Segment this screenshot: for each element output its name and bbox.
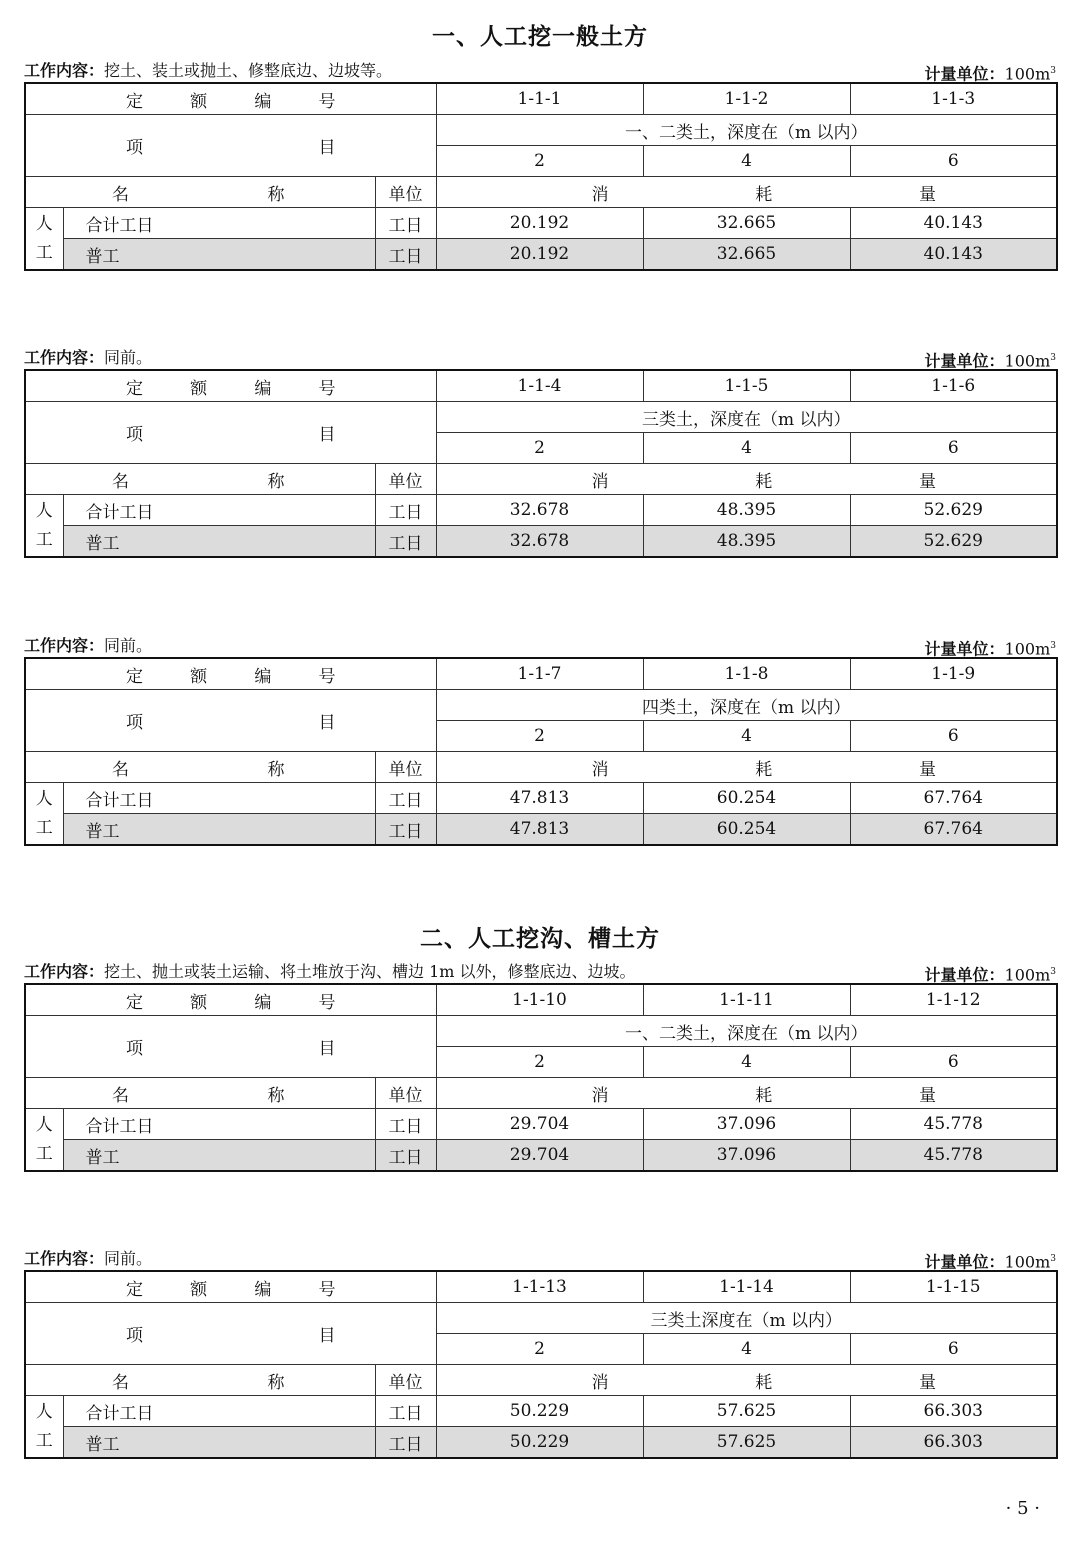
soil-condition: 三类土深度在（m 以内）	[436, 1303, 1057, 1334]
resource-name: 普工	[63, 1427, 375, 1459]
quota-code: 1-1-15	[850, 1271, 1057, 1303]
table-row	[25, 526, 1057, 558]
section-title: 一、人工挖一般土方	[432, 24, 648, 50]
measure-unit-label: 计量单位：	[924, 64, 1005, 84]
label-char: 消	[591, 759, 609, 780]
depth-value: 6	[850, 146, 1057, 177]
measure-unit-sup: 3	[1050, 1254, 1056, 1264]
resource-unit: 工日	[375, 526, 436, 558]
label-char: 耗	[755, 1372, 773, 1393]
work-content-label: 工作内容：	[24, 636, 105, 655]
label-char: 人	[35, 500, 53, 521]
resource-name: 普工	[63, 1140, 375, 1172]
table-row	[25, 1396, 1057, 1427]
category-labor	[25, 208, 63, 271]
label-char: 项	[126, 425, 143, 445]
label-char: 消	[591, 1085, 609, 1106]
measure-unit-value: 100m	[1004, 1252, 1051, 1272]
work-content-label: 工作内容：	[24, 61, 105, 80]
quota-table	[24, 369, 1058, 558]
condition-row	[25, 1303, 1057, 1334]
measure-unit	[925, 60, 1056, 85]
quota-value: 32.665	[643, 239, 850, 271]
work-content-label: 工作内容：	[24, 348, 105, 367]
quota-code: 1-1-11	[643, 984, 850, 1016]
label-char: 耗	[755, 759, 773, 780]
label-char: 项	[126, 1326, 143, 1346]
label-char: 工	[35, 1143, 53, 1164]
label-char: 消	[591, 184, 609, 205]
condition-row	[25, 402, 1057, 433]
depth-value: 2	[436, 1334, 643, 1365]
depth-value: 2	[436, 721, 643, 752]
consumption-header	[436, 752, 1057, 783]
quota-value: 20.192	[436, 239, 643, 271]
label-char: 号	[318, 1279, 336, 1300]
label-char: 工	[35, 529, 53, 550]
label-char: 编	[254, 666, 272, 687]
label-char: 号	[318, 992, 336, 1013]
label-char: 额	[190, 378, 208, 399]
work-content-label: 工作内容：	[24, 1249, 105, 1268]
label-char: 额	[190, 91, 208, 112]
depth-value: 4	[643, 433, 850, 464]
category-labor	[25, 495, 63, 558]
label-char: 耗	[755, 184, 773, 205]
column-header-row	[25, 1365, 1057, 1396]
table-row	[25, 1109, 1057, 1140]
quota-value: 60.254	[643, 783, 850, 814]
label-char: 消	[591, 471, 609, 492]
depth-value: 4	[643, 1334, 850, 1365]
category-labor	[25, 783, 63, 846]
label-char: 定	[126, 992, 143, 1013]
label-char: 称	[267, 759, 285, 780]
consumption-header	[436, 177, 1057, 208]
measure-unit	[925, 635, 1056, 660]
label-char: 编	[254, 992, 272, 1013]
label-char: 名	[112, 184, 129, 205]
item-label	[25, 1303, 436, 1365]
work-content-text: 同前。	[104, 636, 153, 655]
quota-value: 67.764	[850, 783, 1057, 814]
table-header-line	[24, 1248, 1056, 1270]
measure-unit-label: 计量单位：	[924, 351, 1005, 371]
quota-table	[24, 82, 1058, 271]
quota-value: 45.778	[850, 1109, 1057, 1140]
quota-code: 1-1-2	[643, 83, 850, 115]
table-header-line	[24, 635, 1056, 657]
label-char: 项	[126, 1039, 143, 1059]
item-label	[25, 1016, 436, 1078]
code-row-label	[25, 370, 436, 402]
soil-condition: 四类土，深度在（m 以内）	[436, 690, 1057, 721]
measure-unit-value: 100m	[1004, 965, 1051, 985]
label-char: 项	[126, 138, 143, 158]
unit-header: 单位	[375, 1078, 436, 1109]
work-content	[24, 961, 636, 983]
depth-value: 6	[850, 433, 1057, 464]
code-row-label	[25, 1271, 436, 1303]
label-char: 号	[318, 378, 336, 399]
resource-unit: 工日	[375, 1396, 436, 1427]
item-label	[25, 115, 436, 177]
depth-value: 2	[436, 1047, 643, 1078]
work-content-text: 挖土、抛土或装土运输、将土堆放于沟、槽边 1m 以外，修整底边、边坡。	[104, 962, 636, 981]
quota-value: 66.303	[850, 1427, 1057, 1459]
quota-code: 1-1-5	[643, 370, 850, 402]
resource-name: 合计工日	[63, 783, 375, 814]
table-header-line	[24, 961, 1056, 983]
quota-table-block	[24, 1248, 1056, 1459]
resource-unit: 工日	[375, 783, 436, 814]
table-row	[25, 1427, 1057, 1459]
depth-value: 6	[850, 1334, 1057, 1365]
unit-header: 单位	[375, 752, 436, 783]
quota-value: 29.704	[436, 1109, 643, 1140]
quota-table	[24, 657, 1058, 846]
quota-table-block	[24, 60, 1056, 271]
code-row-label	[25, 83, 436, 115]
label-char: 目	[318, 1326, 336, 1346]
name-header	[25, 1078, 375, 1109]
depth-value: 4	[643, 1047, 850, 1078]
label-char: 目	[318, 138, 336, 158]
quota-code: 1-1-3	[850, 83, 1057, 115]
resource-name: 普工	[63, 239, 375, 271]
quota-table	[24, 983, 1058, 1172]
quota-code: 1-1-13	[436, 1271, 643, 1303]
label-char: 称	[267, 471, 285, 492]
depth-value: 4	[643, 721, 850, 752]
quota-value: 40.143	[850, 208, 1057, 239]
table-row	[25, 239, 1057, 271]
name-header	[25, 177, 375, 208]
consumption-header	[436, 1365, 1057, 1396]
label-char: 项	[126, 713, 143, 733]
measure-unit-value: 100m	[1004, 351, 1051, 371]
code-row-label	[25, 984, 436, 1016]
label-char: 名	[112, 471, 129, 492]
measure-unit-label: 计量单位：	[924, 965, 1005, 985]
quota-value: 40.143	[850, 239, 1057, 271]
resource-unit: 工日	[375, 1140, 436, 1172]
resource-name: 合计工日	[63, 1396, 375, 1427]
quota-table-block	[24, 961, 1056, 1172]
table-row	[25, 495, 1057, 526]
resource-unit: 工日	[375, 1427, 436, 1459]
measure-unit-sup: 3	[1050, 641, 1056, 651]
code-row	[25, 370, 1057, 402]
column-header-row	[25, 177, 1057, 208]
condition-row	[25, 115, 1057, 146]
quota-value: 37.096	[643, 1109, 850, 1140]
quota-value: 45.778	[850, 1140, 1057, 1172]
label-char: 人	[35, 788, 53, 809]
label-char: 人	[35, 1114, 53, 1135]
name-header	[25, 1365, 375, 1396]
measure-unit	[925, 1248, 1056, 1273]
label-char: 额	[190, 992, 208, 1013]
label-char: 工	[35, 817, 53, 838]
resource-name: 合计工日	[63, 1109, 375, 1140]
quota-value: 57.625	[643, 1396, 850, 1427]
soil-condition: 三类土，深度在（m 以内）	[436, 402, 1057, 433]
quota-code: 1-1-7	[436, 658, 643, 690]
quota-code: 1-1-1	[436, 83, 643, 115]
quota-value: 66.303	[850, 1396, 1057, 1427]
quota-value: 52.629	[850, 495, 1057, 526]
consumption-header	[436, 1078, 1057, 1109]
label-char: 目	[318, 713, 336, 733]
measure-unit-label: 计量单位：	[924, 1252, 1005, 1272]
label-char: 编	[254, 378, 272, 399]
unit-header: 单位	[375, 464, 436, 495]
resource-unit: 工日	[375, 495, 436, 526]
category-labor	[25, 1396, 63, 1459]
page-number: · 5 ·	[1005, 1498, 1040, 1519]
resource-unit: 工日	[375, 814, 436, 846]
unit-header: 单位	[375, 177, 436, 208]
soil-condition: 一、二类土，深度在（m 以内）	[436, 1016, 1057, 1047]
label-char: 称	[267, 1372, 285, 1393]
label-char: 量	[919, 759, 937, 780]
label-char: 目	[318, 1039, 336, 1059]
label-char: 工	[35, 1430, 53, 1451]
label-char: 编	[254, 91, 272, 112]
label-char: 量	[919, 471, 937, 492]
measure-unit	[925, 961, 1056, 986]
quota-code: 1-1-4	[436, 370, 643, 402]
measure-unit-value: 100m	[1004, 64, 1051, 84]
quota-value: 29.704	[436, 1140, 643, 1172]
consumption-header	[436, 464, 1057, 495]
table-row	[25, 1140, 1057, 1172]
quota-code: 1-1-6	[850, 370, 1057, 402]
quota-value: 57.625	[643, 1427, 850, 1459]
label-char: 量	[919, 184, 937, 205]
quota-value: 48.395	[643, 495, 850, 526]
work-content-label: 工作内容：	[24, 962, 105, 981]
unit-header: 单位	[375, 1365, 436, 1396]
work-content	[24, 347, 152, 369]
quota-value: 50.229	[436, 1396, 643, 1427]
measure-unit-sup: 3	[1050, 967, 1056, 977]
quota-value: 48.395	[643, 526, 850, 558]
quota-value: 60.254	[643, 814, 850, 846]
label-char: 工	[35, 242, 53, 263]
quota-value: 32.678	[436, 526, 643, 558]
resource-name: 普工	[63, 526, 375, 558]
work-content-text: 同前。	[104, 348, 153, 367]
quota-table	[24, 1270, 1058, 1459]
measure-unit-sup: 3	[1050, 353, 1056, 363]
label-char: 人	[35, 1401, 53, 1422]
label-char: 号	[318, 91, 336, 112]
quota-code: 1-1-8	[643, 658, 850, 690]
resource-name: 合计工日	[63, 208, 375, 239]
label-char: 定	[126, 1279, 143, 1300]
code-row	[25, 83, 1057, 115]
label-char: 名	[112, 759, 129, 780]
column-header-row	[25, 464, 1057, 495]
label-char: 目	[318, 425, 336, 445]
quota-value: 47.813	[436, 783, 643, 814]
code-row	[25, 658, 1057, 690]
quota-value: 37.096	[643, 1140, 850, 1172]
label-char: 定	[126, 91, 143, 112]
section-title: 二、人工挖沟、槽土方	[420, 926, 660, 952]
depth-value: 6	[850, 1047, 1057, 1078]
quota-table-block	[24, 635, 1056, 846]
measure-unit-label: 计量单位：	[924, 639, 1005, 659]
quota-code: 1-1-9	[850, 658, 1057, 690]
code-row	[25, 1271, 1057, 1303]
name-header	[25, 464, 375, 495]
work-content	[24, 1248, 152, 1270]
quota-code: 1-1-14	[643, 1271, 850, 1303]
resource-name: 普工	[63, 814, 375, 846]
quota-value: 47.813	[436, 814, 643, 846]
resource-unit: 工日	[375, 208, 436, 239]
work-content-text: 同前。	[104, 1249, 153, 1268]
code-row	[25, 984, 1057, 1016]
work-content	[24, 60, 392, 82]
table-header-line	[24, 347, 1056, 369]
quota-value: 32.678	[436, 495, 643, 526]
depth-value: 4	[643, 146, 850, 177]
label-char: 编	[254, 1279, 272, 1300]
label-char: 额	[190, 1279, 208, 1300]
label-char: 名	[112, 1372, 129, 1393]
label-char: 定	[126, 666, 143, 687]
label-char: 称	[267, 184, 285, 205]
depth-value: 2	[436, 146, 643, 177]
label-char: 耗	[755, 471, 773, 492]
measure-unit	[925, 347, 1056, 372]
condition-row	[25, 1016, 1057, 1047]
label-char: 定	[126, 378, 143, 399]
label-char: 量	[919, 1372, 937, 1393]
quota-code: 1-1-10	[436, 984, 643, 1016]
column-header-row	[25, 752, 1057, 783]
label-char: 量	[919, 1085, 937, 1106]
table-row	[25, 814, 1057, 846]
quota-value: 20.192	[436, 208, 643, 239]
label-char: 名	[112, 1085, 129, 1106]
resource-name: 合计工日	[63, 495, 375, 526]
quota-table-block	[24, 347, 1056, 558]
item-label	[25, 402, 436, 464]
table-row	[25, 783, 1057, 814]
depth-value: 2	[436, 433, 643, 464]
work-content-text: 挖土、装土或抛土、修整底边、边坡等。	[104, 61, 393, 80]
quota-value: 52.629	[850, 526, 1057, 558]
label-char: 耗	[755, 1085, 773, 1106]
label-char: 消	[591, 1372, 609, 1393]
quota-value: 32.665	[643, 208, 850, 239]
item-label	[25, 690, 436, 752]
quota-code: 1-1-12	[850, 984, 1057, 1016]
depth-value: 6	[850, 721, 1057, 752]
measure-unit-value: 100m	[1004, 639, 1051, 659]
measure-unit-sup: 3	[1050, 66, 1056, 76]
quota-value: 67.764	[850, 814, 1057, 846]
label-char: 称	[267, 1085, 285, 1106]
code-row-label	[25, 658, 436, 690]
soil-condition: 一、二类土，深度在（m 以内）	[436, 115, 1057, 146]
name-header	[25, 752, 375, 783]
table-header-line	[24, 60, 1056, 82]
work-content	[24, 635, 152, 657]
category-labor	[25, 1109, 63, 1172]
label-char: 人	[35, 213, 53, 234]
resource-unit: 工日	[375, 239, 436, 271]
label-char: 号	[318, 666, 336, 687]
quota-value: 50.229	[436, 1427, 643, 1459]
label-char: 额	[190, 666, 208, 687]
condition-row	[25, 690, 1057, 721]
resource-unit: 工日	[375, 1109, 436, 1140]
table-row	[25, 208, 1057, 239]
column-header-row	[25, 1078, 1057, 1109]
